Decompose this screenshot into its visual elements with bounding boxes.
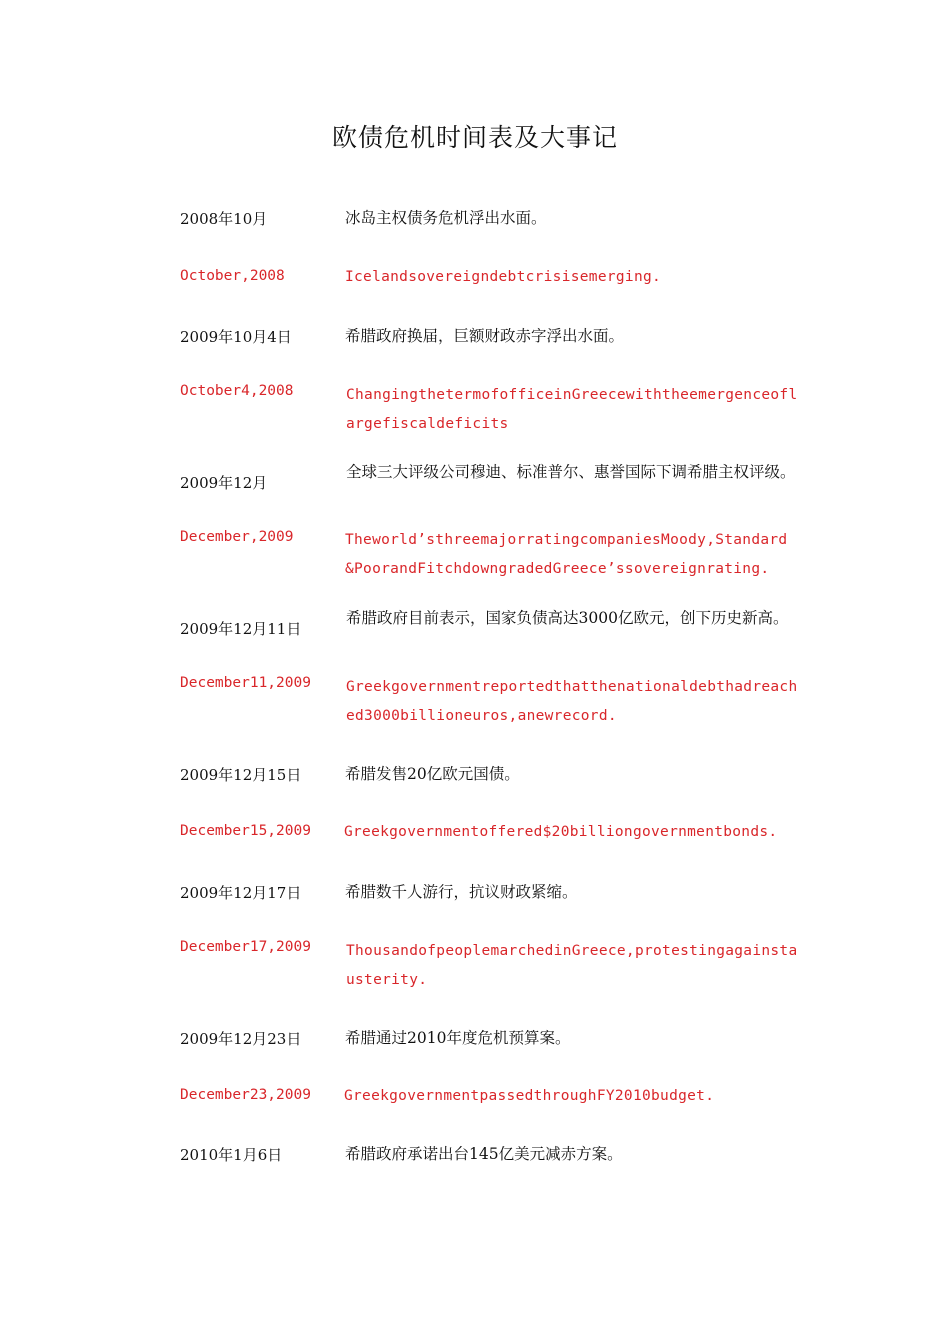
- entry-date: December11,2009: [180, 675, 311, 691]
- entry-date: 2009年12月: [180, 474, 268, 492]
- entry-text: 冰岛主权债务危机浮出水面。: [345, 209, 547, 227]
- entry-text: Icelandsovereigndebtcrisisemerging.: [345, 269, 662, 285]
- page-title: 欧债危机时间表及大事记: [331, 123, 618, 152]
- entry-text: ChangingthetermofofficeinGreecewiththeemergenceoflargefiscaldeficits: [346, 387, 798, 432]
- entry-text: Theworld’sthreemajorratingcompaniesMoody,Standard&PoorandFitchdowngradedGreece’ssovereignrating.: [345, 532, 788, 577]
- entry-date: December17,2009: [180, 939, 311, 955]
- entry-date: 2009年12月11日: [180, 620, 302, 638]
- entry-text: ThousandofpeoplemarchedinGreece,protestingagainstausterity.: [346, 943, 798, 988]
- entry-date: October4,2008: [180, 383, 294, 399]
- entry-text: 希腊政府换届，巨额财政赤字浮出水面。: [345, 327, 625, 345]
- entry-date: 2009年12月23日: [180, 1030, 302, 1048]
- entry-text: 希腊政府目前表示，国家负债高达3000亿欧元，创下历史新高。: [346, 609, 789, 627]
- entry-date: December23,2009: [180, 1087, 311, 1103]
- entry-text: 希腊政府承诺出台145亿美元减赤方案。: [345, 1145, 623, 1163]
- entry-date: 2010年1月6日: [180, 1146, 283, 1164]
- entry-text: Greekgovernmentoffered$20billiongovernmentbonds.: [344, 824, 778, 840]
- entry-text: 希腊发售20亿欧元国债。: [345, 765, 520, 783]
- entry-date: December,2009: [180, 529, 294, 545]
- entry-text: 希腊数千人游行，抗议财政紧缩。: [345, 883, 578, 901]
- entry-date: December15,2009: [180, 823, 311, 839]
- entry-date: 2009年10月4日: [180, 328, 292, 346]
- entry-text: 全球三大评级公司穆迪、标准普尔、惠誉国际下调希腊主权评级。: [346, 463, 796, 481]
- entry-text: GreekgovernmentpassedthroughFY2010budget.: [344, 1088, 715, 1104]
- entry-date: 2008年10月: [180, 210, 268, 228]
- entry-date: 2009年12月15日: [180, 766, 302, 784]
- entry-date: 2009年12月17日: [180, 884, 302, 902]
- entry-date: October,2008: [180, 268, 285, 284]
- entry-text: Greekgovernmentreportedthatthenationaldebthadreached3000billioneuros,anewrecord.: [346, 679, 798, 724]
- entry-text: 希腊通过2010年度危机预算案。: [345, 1029, 571, 1047]
